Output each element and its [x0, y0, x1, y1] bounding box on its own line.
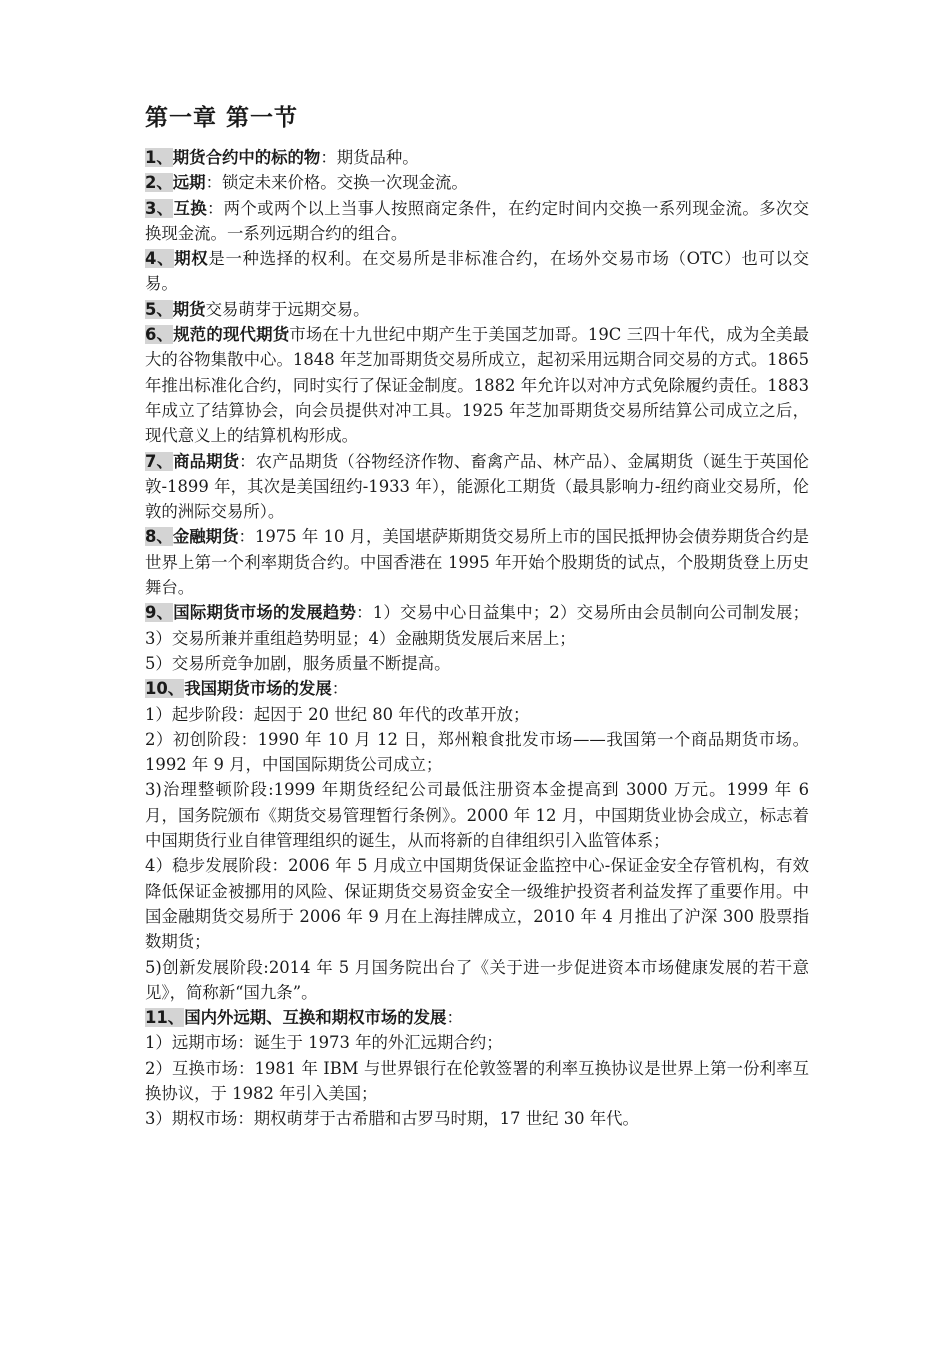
paragraph [145, 246, 809, 297]
item-number: 4、 [145, 249, 175, 269]
paragraph [145, 170, 809, 195]
item-number: 3、 [145, 198, 174, 218]
item-text: 2）互换市场：1981 年 IBM 与世界银行在伦敦签署的利率互换协议是世界上第一份利率互换协议，于 1982 年引入美国； [145, 1058, 809, 1103]
paragraph [145, 777, 809, 853]
paragraph [145, 322, 809, 448]
paragraph [145, 727, 809, 778]
item-text: 1）起步阶段：起因于 20 世纪 80 年代的改革开放； [145, 704, 530, 724]
item-text: 市场在十九世纪中期产生于美国芝加哥。19C 三四十年代，成为全美最大的谷物集散中心。1848 年芝加哥期货交易所成立，起初采用远期合同交易的方式。1865 年推出标准化合约，同时实行了保证金制度。1882 年允许以对冲方式免除履约责任。1883 年成立了结算协会，向会员提供对冲工具。1925 年芝加哥期货交易所结算公司成立之后，现代意义上的结算机构形成。 [145, 325, 810, 446]
item-number: 8、 [145, 527, 173, 547]
item-text: 是一种选择的权利。在交易所是非标准合约，在场外交易市场（OTC）也可以交易。 [145, 249, 809, 294]
item-term: 国际期货市场的发展趋势 [173, 603, 357, 623]
paragraph [145, 1030, 809, 1055]
item-term: 期权 [174, 249, 209, 269]
item-number: 6、 [145, 325, 174, 345]
item-text: ：农产品期货（谷物经济作物、畜禽产品、林产品）、金属期货（诞生于英国伦敦-1899 年，其次是美国纽约-1933 年），能源化工期货（最具影响力-纽约商业交易所，伦敦的洲际交易所）。 [145, 451, 809, 522]
item-number: 7、 [145, 451, 174, 471]
item-text: 4）稳步发展阶段：2006 年 5 月成立中国期货保证金监控中心-保证金安全存管机构，有效降低保证金被挪用的风险、保证期货交易资金安全一级维护投资者利益发挥了重要作用。中国金融期货交易所于 2006 年 9 月在上海挂牌成立，2010 年 4 月推出了沪深 300 股票指数期货； [145, 856, 809, 952]
item-text: ： [331, 679, 349, 699]
item-text: ：两个或两个以上当事人按照商定条件，在约定时间内交换一系列现金流。多次交换现金流。一系列远期合约的组合。 [145, 198, 810, 243]
paragraph [145, 145, 809, 170]
item-term: 商品期货 [173, 451, 240, 471]
item-term: 金融期货 [172, 527, 239, 547]
item-text: 3）期权市场：期权萌芽于古希腊和古罗马时期，17 世纪 30 年代。 [145, 1109, 639, 1129]
document-page [145, 100, 809, 1132]
page-title: 第一章 第一节 [145, 105, 299, 131]
item-number: 10、 [145, 679, 185, 699]
item-term: 期货合约中的标的物 [172, 148, 321, 167]
paragraph [145, 955, 809, 1006]
paragraph [145, 196, 809, 247]
paragraph [145, 297, 809, 322]
item-text: 3)治理整顿阶段:1999 年期货经纪公司最低注册资本金提高到 3000 万元。1999 年 6 月，国务院颁布《期货交易管理暂行条例》。2000 年 12 月，中国期货业协会成立，标志着中国期货行业自律管理组织的诞生，从而将新的自律组织引入监管体系； [145, 780, 809, 851]
paragraph [145, 1005, 809, 1030]
paragraph [145, 702, 809, 727]
item-text: ：锁定未来价格。交换一次现金流。 [205, 173, 468, 193]
item-term: 规范的现代期货 [173, 325, 290, 345]
paragraph [145, 449, 809, 525]
item-number: 1、 [145, 148, 173, 167]
item-term: 期货 [172, 299, 206, 319]
item-text: ：期货品种。 [320, 148, 419, 167]
item-text: ： [446, 1008, 463, 1028]
item-number: 5、 [145, 299, 173, 319]
item-text: 2）初创阶段：1990 年 10 月 12 日，郑州粮食批发市场——我国第一个商品期货市场。1992 年 9 月，中国国际期货公司成立； [145, 729, 809, 775]
document-body [145, 145, 809, 1132]
item-text: ：1）交易中心日益集中；2）交易所由会员制向公司制发展；3）交易所兼并重组趋势明显；4）金融期货发展后来居上； [145, 603, 810, 648]
item-text: 1）远期市场：诞生于 1973 年的外汇远期合约； [145, 1033, 503, 1053]
item-term: 远期 [172, 173, 206, 193]
item-number: 9、 [145, 603, 174, 623]
paragraph [145, 651, 809, 676]
item-number: 11、 [145, 1008, 185, 1028]
item-number: 2、 [145, 173, 173, 193]
paragraph [145, 676, 809, 701]
item-text: 5）交易所竞争加剧，服务质量不断提高。 [145, 653, 451, 673]
paragraph [145, 1106, 809, 1131]
paragraph [145, 853, 809, 954]
item-term: 互换 [173, 198, 207, 218]
item-term: 我国期货市场的发展 [184, 679, 332, 699]
item-term: 国内外远期、互换和期权市场的发展 [184, 1008, 447, 1028]
item-text: 交易萌芽于远期交易。 [205, 299, 370, 319]
paragraph [145, 524, 809, 600]
item-text: ：1975 年 10 月，美国堪萨斯期货交易所上市的国民抵押协会债券期货合约是世界上第一个利率期货合约。中国香港在 1995 年开始个股期货的试点，个股期货登上历史舞台。 [145, 527, 810, 598]
item-text: 5)创新发展阶段:2014 年 5 月国务院出台了《关于进一步促进资本市场健康发展的若干意见》，简称新“国九条”。 [145, 957, 809, 1002]
paragraph [145, 1056, 809, 1107]
paragraph [145, 600, 809, 651]
